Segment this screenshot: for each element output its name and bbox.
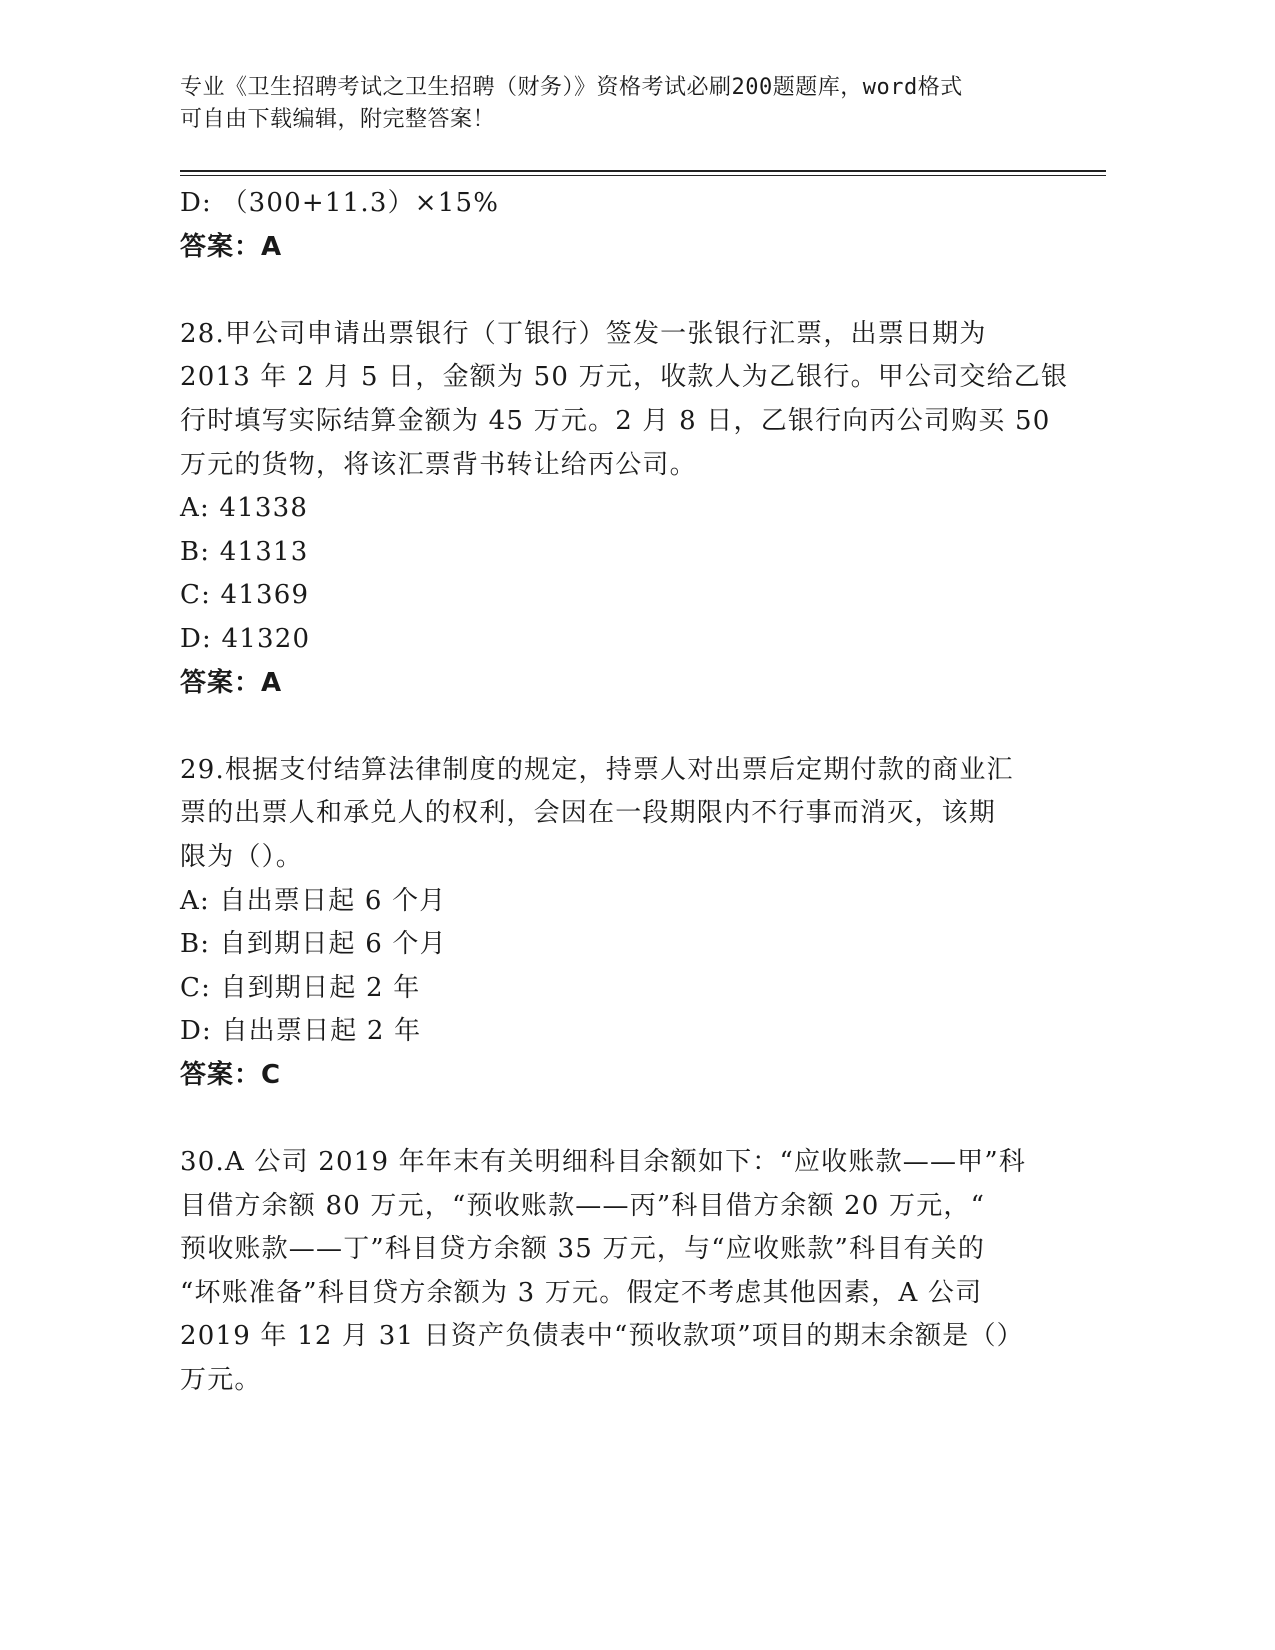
option-b: B: 41313 [180,536,309,567]
option-c: C: 41369 [180,580,310,611]
question-text-line: “坏账准备”科目贷方余额为 3 万元。假定不考虑其他因素，A 公司 [180,1277,983,1308]
question-text-line: 限为（）。 [180,841,304,872]
answer: 答案：C [180,1059,282,1090]
question-30 [180,1141,1060,1403]
option-b: B: 自到期日起 6 个月 [180,929,447,960]
question-text-line: 2013 年 2 月 5 日，金额为 50 万元，收款人为乙银行。甲公司交给乙银 [180,362,1069,393]
option-c: C: 自到期日起 2 年 [180,972,421,1003]
option-a: A: 自出票日起 6 个月 [180,885,447,916]
question-text-line: 万元的货物，将该汇票背书转让给丙公司。 [180,449,697,480]
question-text-line: 行时填写实际结算金额为 45 万元。2 月 8 日，乙银行向丙公司购买 50 [180,405,1051,436]
question-29 [180,749,1060,1098]
question-text-line: 预收账款——丁”科目贷方余额 35 万元，与“应收账款”科目有关的 [180,1234,986,1265]
question-28 [180,313,1069,705]
question-text-line: 28.甲公司申请出票银行（丁银行）签发一张银行汇票，出票日期为 [180,318,987,349]
header-line-1: 专业《卫生招聘考试之卫生招聘（财务）》资格考试必刷200题题库，word格式 [180,75,963,100]
question-text-line: 票的出票人和承兑人的权利，会因在一段期限内不行事而消灭，该期 [180,798,997,829]
header-divider [180,170,1106,176]
question-text-line: 目借方余额 80 万元，“预收账款——丙”科目借方余额 20 万元，“ [180,1190,986,1221]
page-header [180,72,1050,136]
answer: 答案：A [180,231,283,262]
question-text-line: 29.根据支付结算法律制度的规定，持票人对出票后定期付款的商业汇 [180,754,1014,785]
option-d: D: 自出票日起 2 年 [180,1016,422,1047]
document-body [180,182,1069,1403]
question-text-line: 30.A 公司 2019 年年末有关明细科目余额如下：“应收账款——甲”科 [180,1147,1027,1178]
question-text-line: 万元。 [180,1365,262,1396]
option-d: D: （300+11.3）×15% [180,188,500,218]
option-d: D: 41320 [180,623,311,654]
option-a: A: 41338 [180,493,309,524]
header-line-2: 可自由下载编辑，附完整答案！ [180,107,496,132]
question-text-line: 2019 年 12 月 31 日资产负债表中“预收款项”项目的期末余额是（） [180,1321,1024,1352]
answer: 答案：A [180,667,283,698]
